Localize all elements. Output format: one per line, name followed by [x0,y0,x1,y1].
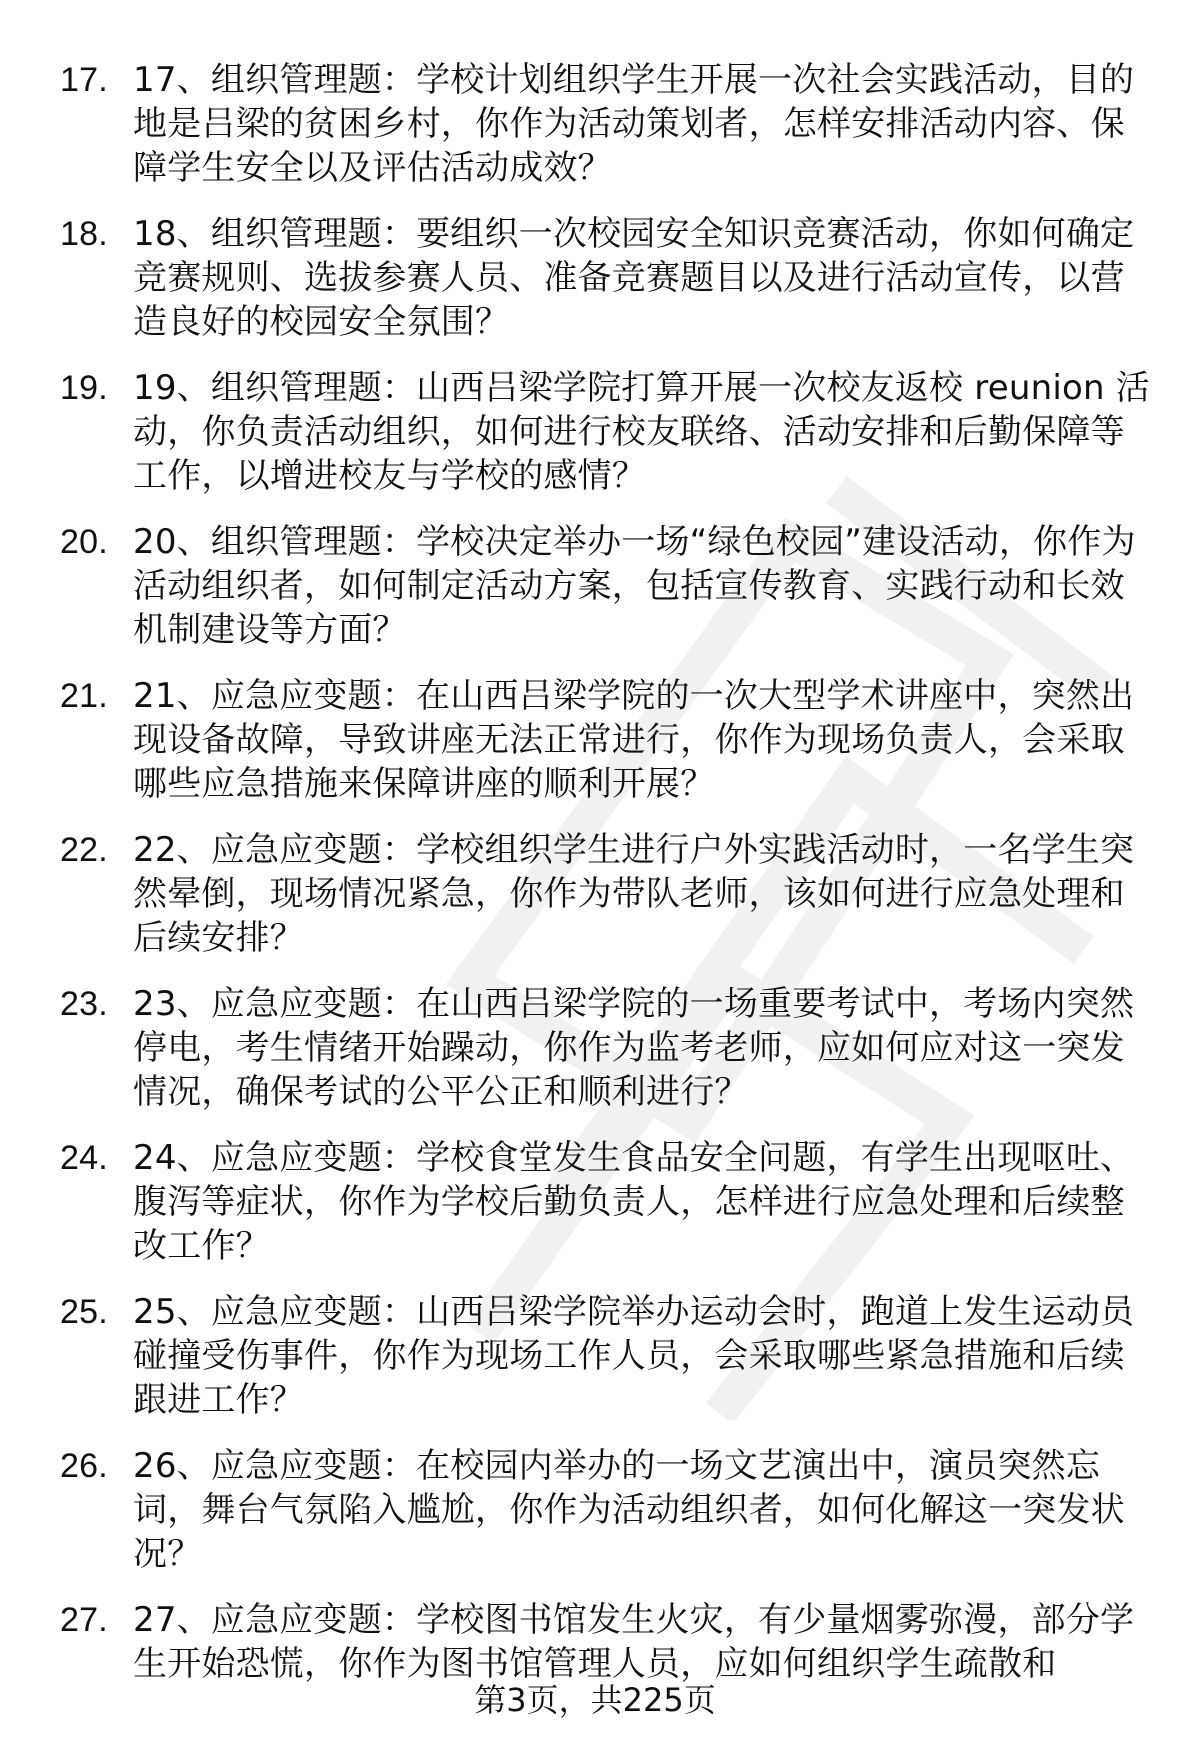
page-footer [0,1680,1190,1720]
question-number: 25. [60,1293,108,1331]
question-text: 23、应急应变题：在山西吕梁学院的一场重要考试中，考场内突然停电，考生情绪开始躁动，你作为监考老师，应如何应对这一突发情况，确保考试的公平公正和顺利进行？ [133,984,1135,1112]
question-text: 24、应急应变题：学校食堂发生食品安全问题，有学生出现呕吐、腹泻等症状，你作为学校后勤负责人，怎样进行应急处理和后续整改工作？ [133,1138,1135,1266]
question-text: 27、应急应变题：学校图书馆发生火灾，有少量烟雾弥漫，部分学生开始恐慌，你作为图书馆管理人员，应如何组织学生疏散和 [133,1600,1135,1684]
question-list [60,58,1155,1708]
question-number: 22. [60,831,108,869]
question-item [60,212,1155,344]
question-text: 20、组织管理题：学校决定举办一场“绿色校园”建设活动，你作为活动组织者，如何制定活动方案，包括宣传教育、实践行动和长效机制建设等方面？ [133,522,1136,650]
question-number: 26. [60,1447,108,1485]
question-item [60,828,1155,960]
question-text: 26、应急应变题：在校园内举办的一场文艺演出中，演员突然忘词，舞台气氛陷入尴尬，你作为活动组织者，如何化解这一突发状况？ [133,1446,1125,1574]
question-number: 17. [60,61,108,99]
question-number: 19. [60,369,108,407]
question-text: 22、应急应变题：学校组织学生进行户外实践活动时，一名学生突然晕倒，现场情况紧急，你作为带队老师，该如何进行应急处理和后续安排？ [133,830,1135,958]
question-text: 25、应急应变题：山西吕梁学院举办运动会时，跑道上发生运动员碰撞受伤事件，你作为现场工作人员，会采取哪些紧急措施和后续跟进工作？ [133,1292,1135,1420]
question-item [60,366,1155,498]
question-item [60,58,1155,190]
question-text: 18、组织管理题：要组织一次校园安全知识竞赛活动，你如何确定竞赛规则、选拔参赛人员、准备竞赛题目以及进行活动宣传，以营造良好的校园安全氛围？ [133,214,1135,342]
question-number: 24. [60,1139,108,1177]
question-item [60,1290,1155,1422]
question-item [60,520,1155,652]
question-number: 21. [60,677,108,715]
question-number: 18. [60,215,108,253]
question-item [60,1136,1155,1268]
question-item [60,982,1155,1114]
question-item [60,1598,1155,1686]
page-number-label: 第3页，共225页 [474,1681,716,1719]
question-text: 17、组织管理题：学校计划组织学生开展一次社会实践活动，目的地是吕梁的贫困乡村，你作为活动策划者，怎样安排活动内容、保障学生安全以及评估活动成效？ [133,60,1135,188]
question-number: 20. [60,523,108,561]
question-text: 19、组织管理题：山西吕梁学院打算开展一次校友返校 reunion 活动，你负责活动组织，如何进行校友联络、活动安排和后勤保障等工作，以增进校友与学校的感情？ [133,368,1150,496]
question-number: 27. [60,1601,108,1639]
question-text: 21、应急应变题：在山西吕梁学院的一次大型学术讲座中，突然出现设备故障，导致讲座无法正常进行，你作为现场负责人，会采取哪些应急措施来保障讲座的顺利开展？ [133,676,1135,804]
question-number: 23. [60,985,108,1023]
question-item [60,1444,1155,1576]
question-item [60,674,1155,806]
